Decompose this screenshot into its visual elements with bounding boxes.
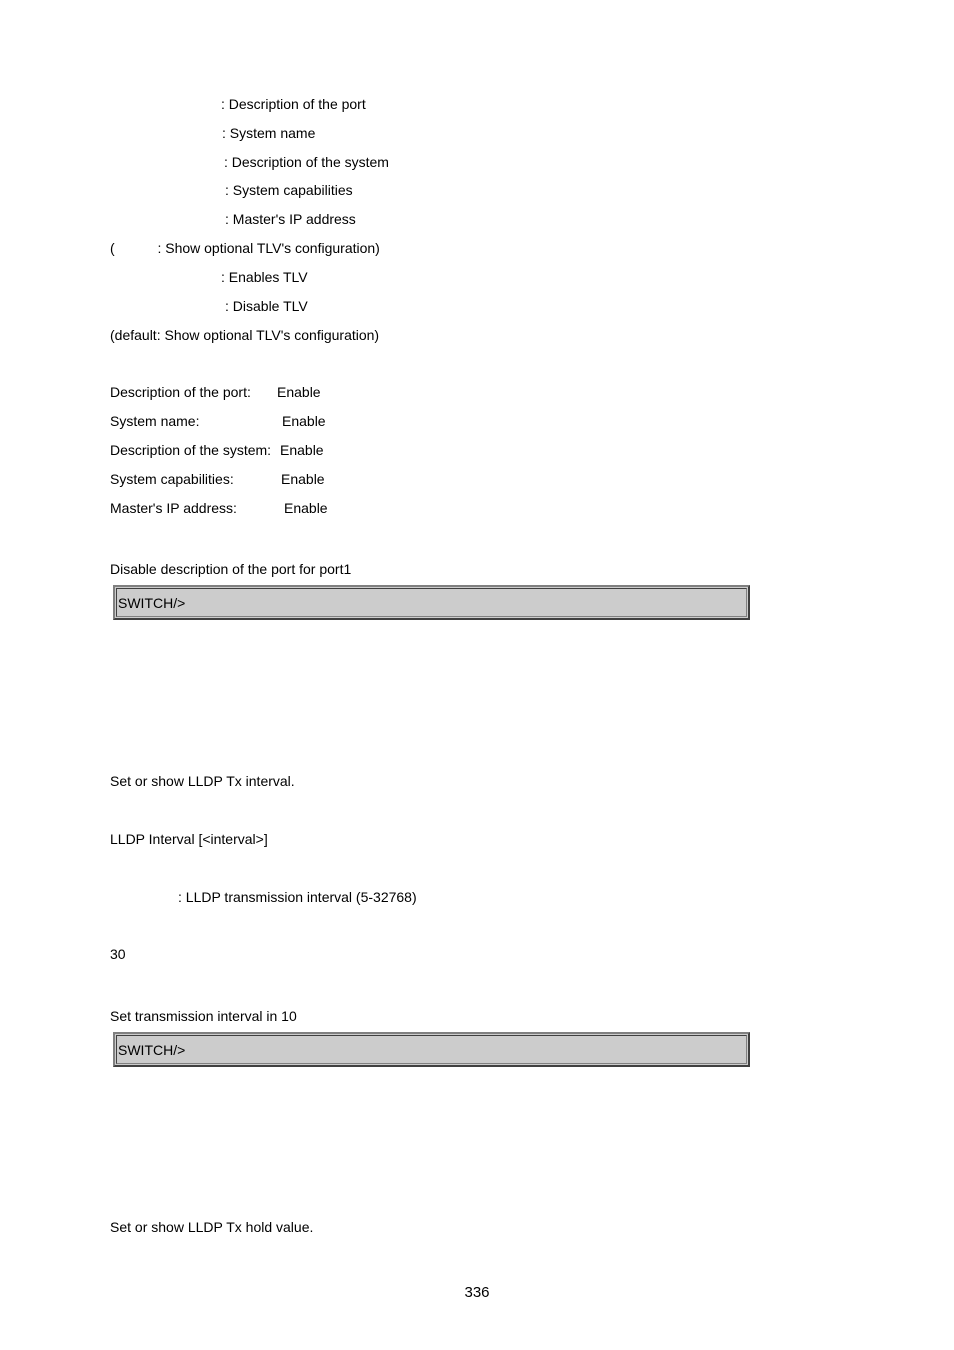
command-prompt: SWITCH/> [118,1042,186,1058]
default-label-port: Description of the port: [110,384,251,400]
section-description: Set or show LLDP Tx interval. [110,773,295,789]
command-box-inner [116,588,747,617]
page-number: 336 [464,1284,490,1301]
command-prompt: SWITCH/> [118,595,186,611]
default-label-master-ip: Master's IP address: [110,500,237,516]
param-master-ip: : Master's IP address [225,211,356,227]
syntax-line: LLDP Interval [<interval>] [110,831,268,847]
param-default: (default: Show optional TLV's configuration) [110,327,380,343]
default-value-desc-system: Enable [280,442,324,458]
example-description: Disable description of the port for port1 [110,561,352,577]
param-show-optional: ( : Show optional TLV's configuration) [110,240,380,256]
command-box-inner [116,1035,747,1064]
param-system-name: : System name [222,125,316,141]
default-value-system-name: Enable [282,413,326,429]
default-value-port: Enable [277,384,321,400]
param-enables-tlv: : Enables TLV [221,269,308,285]
param-desc-system: : Description of the system [224,154,389,170]
param-desc-port: : Description of the port [221,96,366,112]
default-label-capabilities: System capabilities: [110,471,234,487]
param-disable-tlv: : Disable TLV [225,298,308,314]
parameter-line: : LLDP transmission interval (5-32768) [178,889,417,905]
example-description: Set transmission interval in 10 [110,1008,297,1024]
param-system-capabilities: : System capabilities [225,182,353,198]
default-label-desc-system: Description of the system: [110,442,272,458]
command-box [113,585,750,620]
default-value-capabilities: Enable [281,471,325,487]
section-description: Set or show LLDP Tx hold value. [110,1219,314,1235]
default-value-master-ip: Enable [284,500,328,516]
command-box [113,1032,750,1067]
default-label-system-name: System name: [110,413,200,429]
default-value: 30 [110,946,126,962]
